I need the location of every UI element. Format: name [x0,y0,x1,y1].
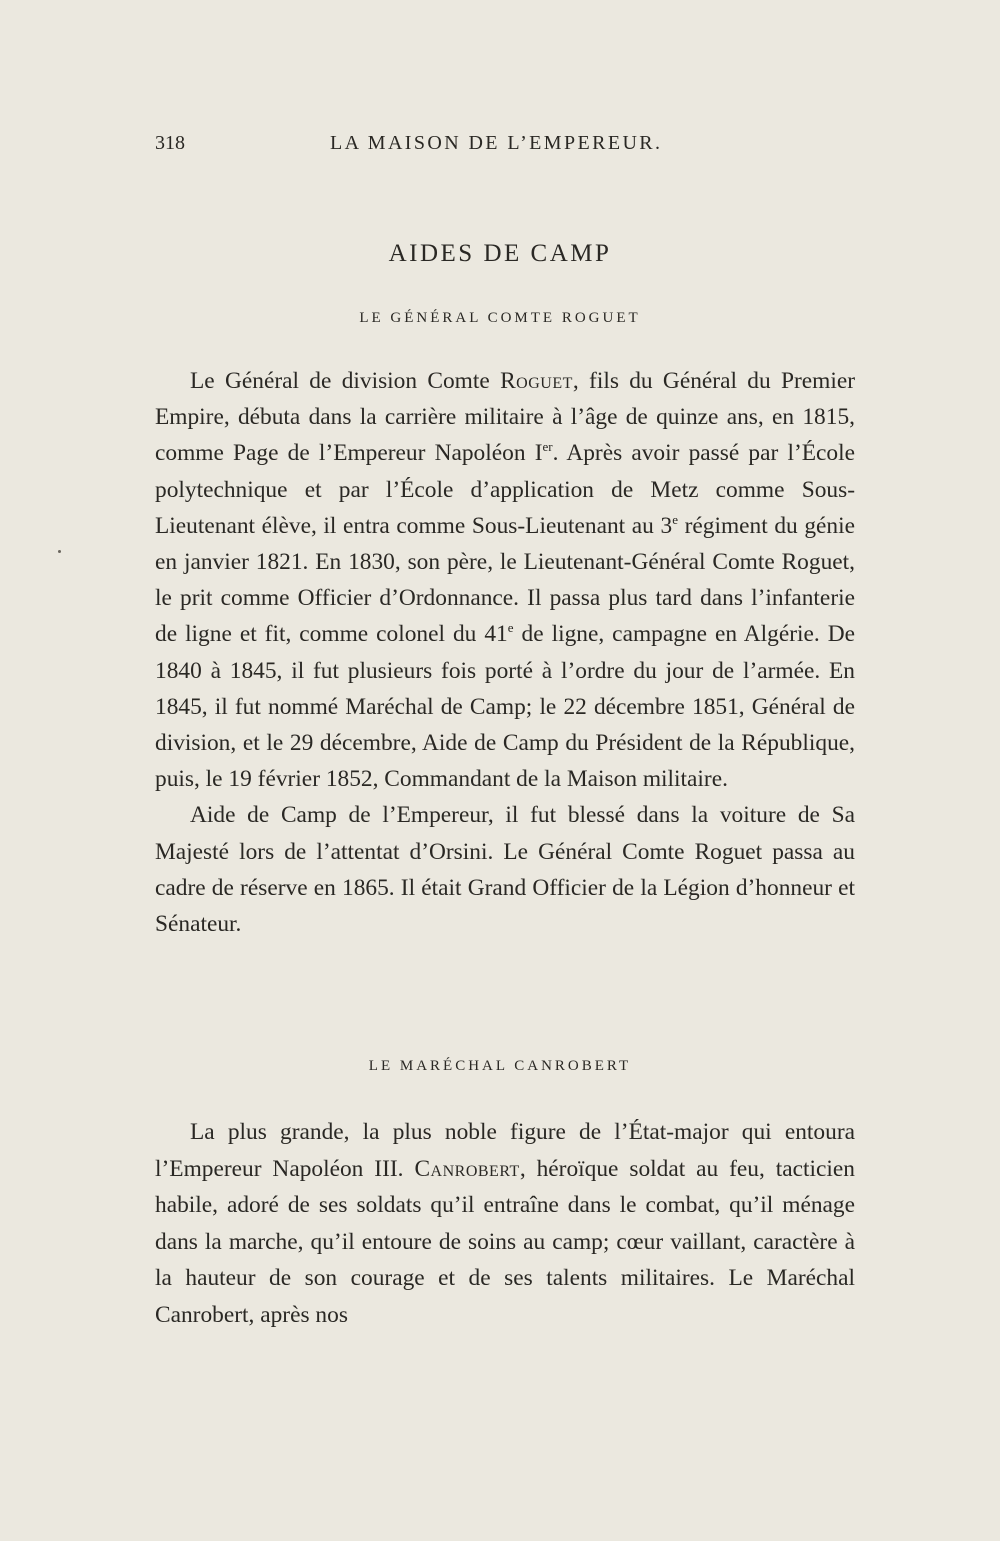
text-run: régiment du génie en janvier 1821. En 1830, son père, le Lieutenant-Général Comte Roguet, le prit comme Officier d’Ordonnance. Il passa plus tard dans l’infanterie de ligne et fit, comme colonel du 41 [155,512,855,648]
section-title: AIDES DE CAMP [388,240,612,267]
subhead-roguet: LE GÉNÉRAL COMTE ROGUET [359,310,641,326]
margin-speck [58,550,61,553]
text-run: , fils du Général du Premier Empire, débuta dans la carrière militaire à l’âge de quinze ans, en 1815, comme Page de l’Empereur Napoléon I [155,368,855,467]
canrobert-text [155,1114,855,1333]
text-run: . Après avoir passé par l’École polytechnique et par l’École d’application de Metz comme Sous-Lieutenant élève, il entra comme Sous-Lieutenant au 3 [155,440,855,539]
subhead-canrobert: LE MARÉCHAL CANROBERT [368,1058,632,1074]
text-run: , héroïque soldat au feu, tacticien habile, adoré de ses soldats qu’il entraîne dans le combat, qu’il ménage dans la marche, qu’il entoure de soins au camp; cœur vaillant, caractère à la hauteur de son courage et de ses talents militaires. Le Maréchal Canrobert, après nos [155,1155,855,1328]
roguet-paragraph-2: Aide de Camp de l’Empereur, il fut blessé dans la voiture de Sa Majesté lors de l’attentat d’Orsini. Le Général Comte Roguet passa au cadre de réserve en 1865. Il était Grand Officier de la Légion d’honneur et Sénateur. [155,802,855,938]
roguet-text [155,363,855,942]
text-run: La plus grande, la plus noble figure de l’État-major qui entoura l’Empereur Napoléon III. [155,1119,855,1182]
superscript: er [542,439,553,455]
superscript: e [672,512,678,528]
canrobert-paragraph-1 [155,1114,855,1333]
superscript: e [507,620,514,636]
text-run: Le Général de division Comte [190,368,501,394]
roguet-paragraph-1 [155,363,855,797]
page-number: 318 [155,132,185,154]
running-head: LA MAISON DE L’EMPEREUR. [330,132,663,154]
page-header [155,132,855,162]
name-small-caps: Canrobert [414,1155,520,1182]
text-run: de ligne, campagne en Algérie. De 1840 à 1845, il fut plusieurs fois porté à l’ordre du jour de l’armée. En 1845, il fut nommé Maréchal de Camp; le 22 décembre 1851, Général de division, et le 29 décembre, Aide de Camp du Président de la République, puis, le 19 février 1852, Commandant de la Maison militaire. [155,621,855,793]
name-small-caps: Roguet [500,368,573,394]
